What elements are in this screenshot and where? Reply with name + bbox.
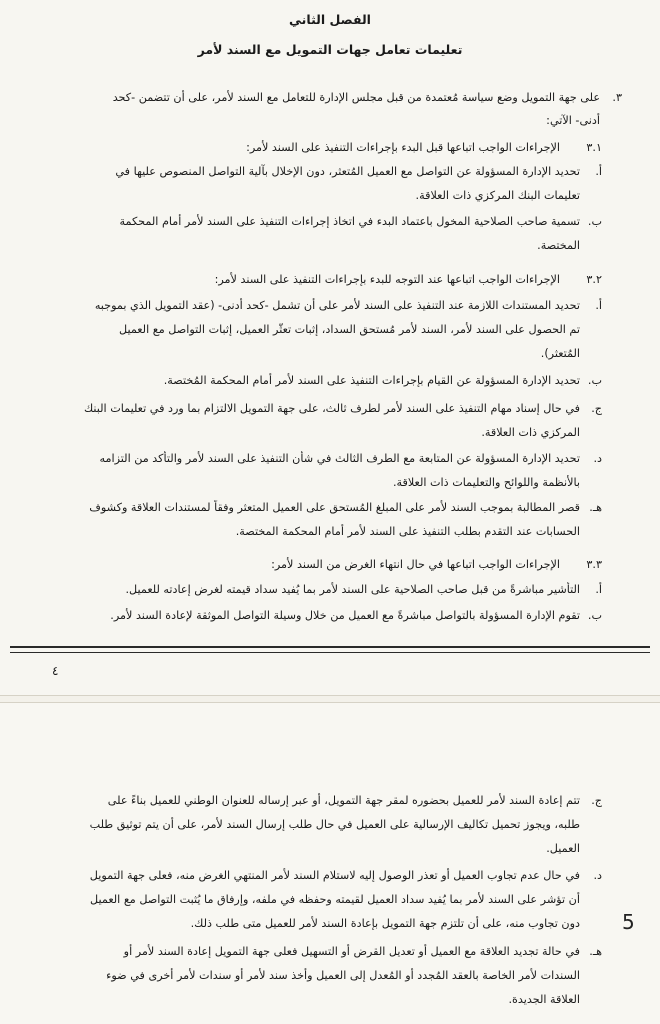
item-line: تحديد الإدارة المسؤولة عن المتابعة مع الطرف الثالث في شأن التنفيذ على السند لأمر والتأكد من التزامه (99, 452, 580, 465)
item-marker: هـ. (589, 501, 602, 514)
item-line: المركزي ذات العلاقة. (481, 426, 580, 439)
clause-number: ٣.٢ (586, 273, 602, 286)
item-line: التأشير مباشرةً من قبل صاحب الصلاحية على السند لأمر بما يُفيد سداد قيمته لغرض إعادته للعميل. (125, 583, 580, 596)
item-line: العلاقة الجديدة. (508, 993, 580, 1006)
item-marker: ج. (591, 794, 602, 807)
item-line: بالأنظمة واللوائح والتعليمات ذات العلاقة. (392, 476, 580, 489)
item-line: السندات لأمر الخاصة بالعقد المُجدد أو المُعدل إلى العميل وأخذ سند لأمر أو سندات لأمر أخرى في ضوء (106, 969, 580, 982)
item-marker: أ. (595, 583, 602, 596)
section-heading: الإجراءات الواجب اتباعها قبل البدء بإجراءات التنفيذ على السند لأمر: (246, 141, 560, 154)
item-marker: ب. (587, 609, 602, 622)
item-line: طلبه، ويجوز تحميل تكاليف الإرسالية على العميل في حال طلب إرسال السند لأمر، على أن يتم توثيق طلب (89, 818, 580, 831)
item-marker: أ. (595, 299, 602, 312)
item-line: قصر المطالبة بموجب السند لأمر على المبلغ المُستحق على العميل المتعثر وفقاً لمستندات العلاقة وكشوف (89, 501, 580, 514)
item-line: في حال عدم تجاوب العميل أو تعذر الوصول إليه لاستلام السند لأمر المنتهي الغرض منه، فعلى جهة التمويل (89, 869, 580, 882)
item-line: الحسابات عند التقدم بطلب التنفيذ على السند لأمر أمام المحكمة المختصة. (235, 525, 580, 538)
section-heading: الإجراءات الواجب اتباعها عند التوجه للبدء بإجراءات التنفيذ على السند لأمر: (214, 273, 560, 286)
section-heading: الإجراءات الواجب اتباعها في حال انتهاء الغرض من السند لأمر: (271, 558, 560, 571)
item-line: في حالة تجديد العلاقة مع العميل أو تعديل القرض أو التسهيل فعلى جهة التمويل إعادة السند لأمر أو (123, 945, 580, 958)
divider-line (10, 646, 650, 648)
chapter-title: الفصل الثاني (289, 12, 371, 27)
intro-line: أدنى- الآتي: (546, 114, 600, 127)
item-line: المختصة. (537, 239, 580, 252)
page-number: ٤ (52, 664, 59, 678)
item-marker: ج. (591, 402, 602, 415)
item-line: العميل. (546, 842, 580, 855)
item-marker: ب. (587, 374, 602, 387)
section-subtitle: تعليمات تعامل جهات التمويل مع السند لأمر (197, 42, 463, 57)
item-marker: ب. (587, 215, 602, 228)
clause-number: ٣.٣ (586, 558, 602, 571)
item-line: تحديد الإدارة المسؤولة عن التواصل مع العميل المُتعثر، دون الإخلال بآلية التواصل المنصوص عليها في (115, 165, 580, 178)
item-line: تحديد المستندات اللازمة عند التنفيذ على السند لأمر على أن تشمل -كحد أدنى- (عقد التمويل الذي بموجبه (94, 299, 580, 312)
intro-line: على جهة التمويل وضع سياسة مُعتمدة من قبل مجلس الإدارة للتعامل مع السند لأمر، على أن تتضمن -كحد (112, 91, 600, 104)
item-line: تحديد الإدارة المسؤولة عن القيام بإجراءات التنفيذ على السند لأمر أمام المحكمة المُختصة. (163, 374, 580, 387)
item-marker: د. (593, 869, 602, 882)
item-line: تقوم الإدارة المسؤولة بالتواصل مباشرةً مع العميل من خلال وسيلة التواصل الموثقة لإعادة السند لأمر. (110, 609, 580, 622)
item-marker: د. (593, 452, 602, 465)
document-page-bottom (0, 702, 660, 1024)
item-line: دون تجاوب منه، على أن تلتزم جهة التمويل بإعادة السند لأمر للعميل متى طلب ذلك. (190, 917, 580, 930)
divider-line (10, 652, 650, 653)
item-marker: أ. (595, 165, 602, 178)
clause-number: ٣.١ (586, 141, 602, 154)
side-page-number: 5 (622, 910, 635, 934)
item-line: تسمية صاحب الصلاحية المخول باعتماد البدء في اتخاذ إجراءات التنفيذ على السند لأمر أمام المحكمة (119, 215, 580, 228)
item-line: تعليمات البنك المركزي ذات العلاقة. (415, 189, 580, 202)
item-marker: هـ. (589, 945, 602, 958)
item-line: تم الحصول على السند لأمر، السند لأمر مُستحق السداد، إثبات تعثّر العميل، إثبات التواصل مع العميل (118, 323, 580, 336)
item-line: أن تؤشر على السند لأمر بما يُفيد سداد العميل لقيمته وحفظه في ملفه، وإرفاق ما يُثبت التواصل مع العميل (90, 893, 580, 906)
item-line: تتم إعادة السند لأمر للعميل بحضوره لمقر جهة التمويل، أو عبر إرساله للعنوان الوطني للعميل بناءً على (107, 794, 580, 807)
item-line: المُتعثر). (540, 347, 580, 360)
clause-number: ٣. (612, 91, 622, 104)
item-line: في حال إسناد مهام التنفيذ على السند لأمر لطرف ثالث، على جهة التمويل الالتزام بما ورد في تعليمات البنك (83, 402, 580, 415)
